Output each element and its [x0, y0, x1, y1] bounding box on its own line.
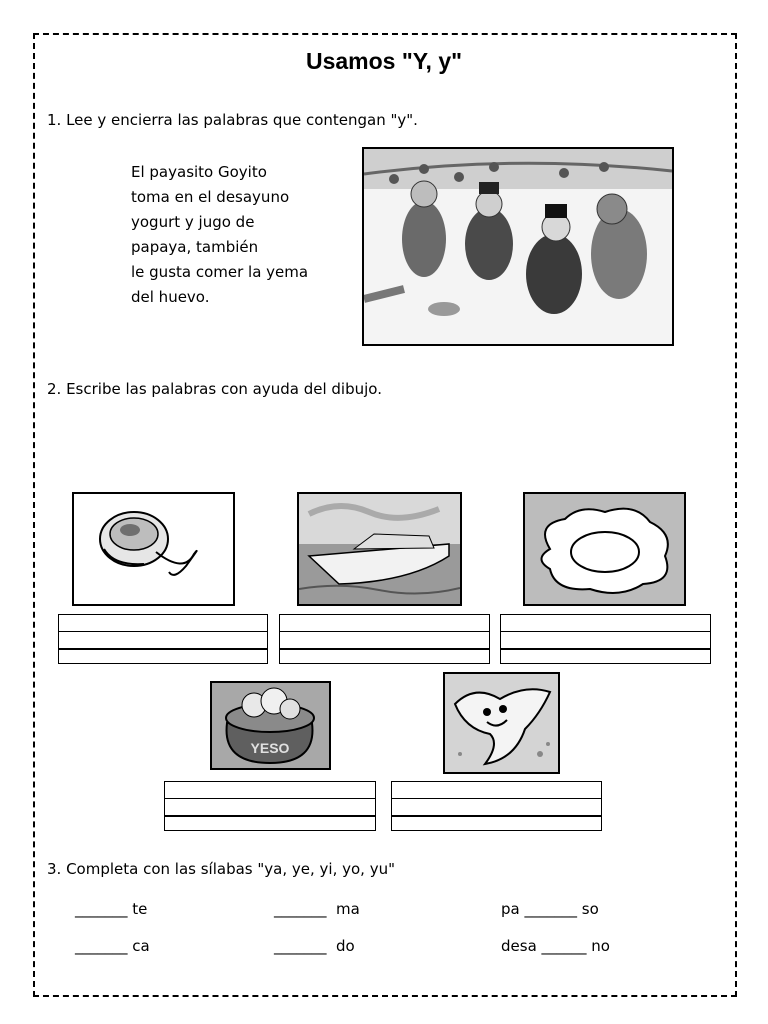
writing-lines[interactable]: [500, 614, 711, 664]
egg-yolk-icon: [525, 494, 684, 604]
question-2: 2. Escribe las palabras con ayuda del dibujo.: [47, 380, 382, 398]
story-line: toma en el desayuno: [131, 188, 290, 206]
egg-picture: [523, 492, 686, 606]
yoyo-picture: [72, 492, 235, 606]
syllable-blank[interactable]: _______ do: [274, 937, 355, 955]
story-line: yogurt y jugo de: [131, 213, 255, 231]
circus-illustration: [362, 147, 674, 346]
page-title: Usamos "Y, y": [305, 48, 463, 74]
syllable-blank[interactable]: _______ ca: [75, 937, 150, 955]
bag-label: YESO: [250, 740, 290, 756]
story-line: papaya, también: [131, 238, 259, 256]
writing-lines[interactable]: [391, 781, 602, 831]
story-text: [131, 160, 308, 310]
yacht-picture: [297, 492, 462, 606]
story-line: El payasito Goyito: [131, 163, 267, 181]
yoyo-icon: [74, 494, 233, 604]
question-3: 3. Completa con las sílabas "ya, ye, yi, yo, yu": [47, 860, 395, 878]
writing-lines[interactable]: [164, 781, 376, 831]
story-line: le gusta comer la yema: [131, 263, 309, 281]
syllable-blank[interactable]: desa ______ no: [501, 937, 610, 955]
writing-lines[interactable]: [279, 614, 490, 664]
syllable-blank[interactable]: _______ ma: [274, 900, 360, 918]
writing-lines[interactable]: [58, 614, 268, 664]
question-1: 1. Lee y encierra las palabras que contengan "y".: [47, 111, 418, 129]
plaster-bag-picture: [210, 681, 331, 770]
syllable-blank[interactable]: pa _______ so: [501, 900, 599, 918]
syllable-blank[interactable]: _______ te: [75, 900, 148, 918]
stingray-icon: [445, 674, 558, 772]
plaster-bag-icon: [212, 683, 329, 768]
story-line: del huevo.: [131, 288, 210, 306]
yacht-icon: [299, 494, 460, 604]
stingray-picture: [443, 672, 560, 774]
